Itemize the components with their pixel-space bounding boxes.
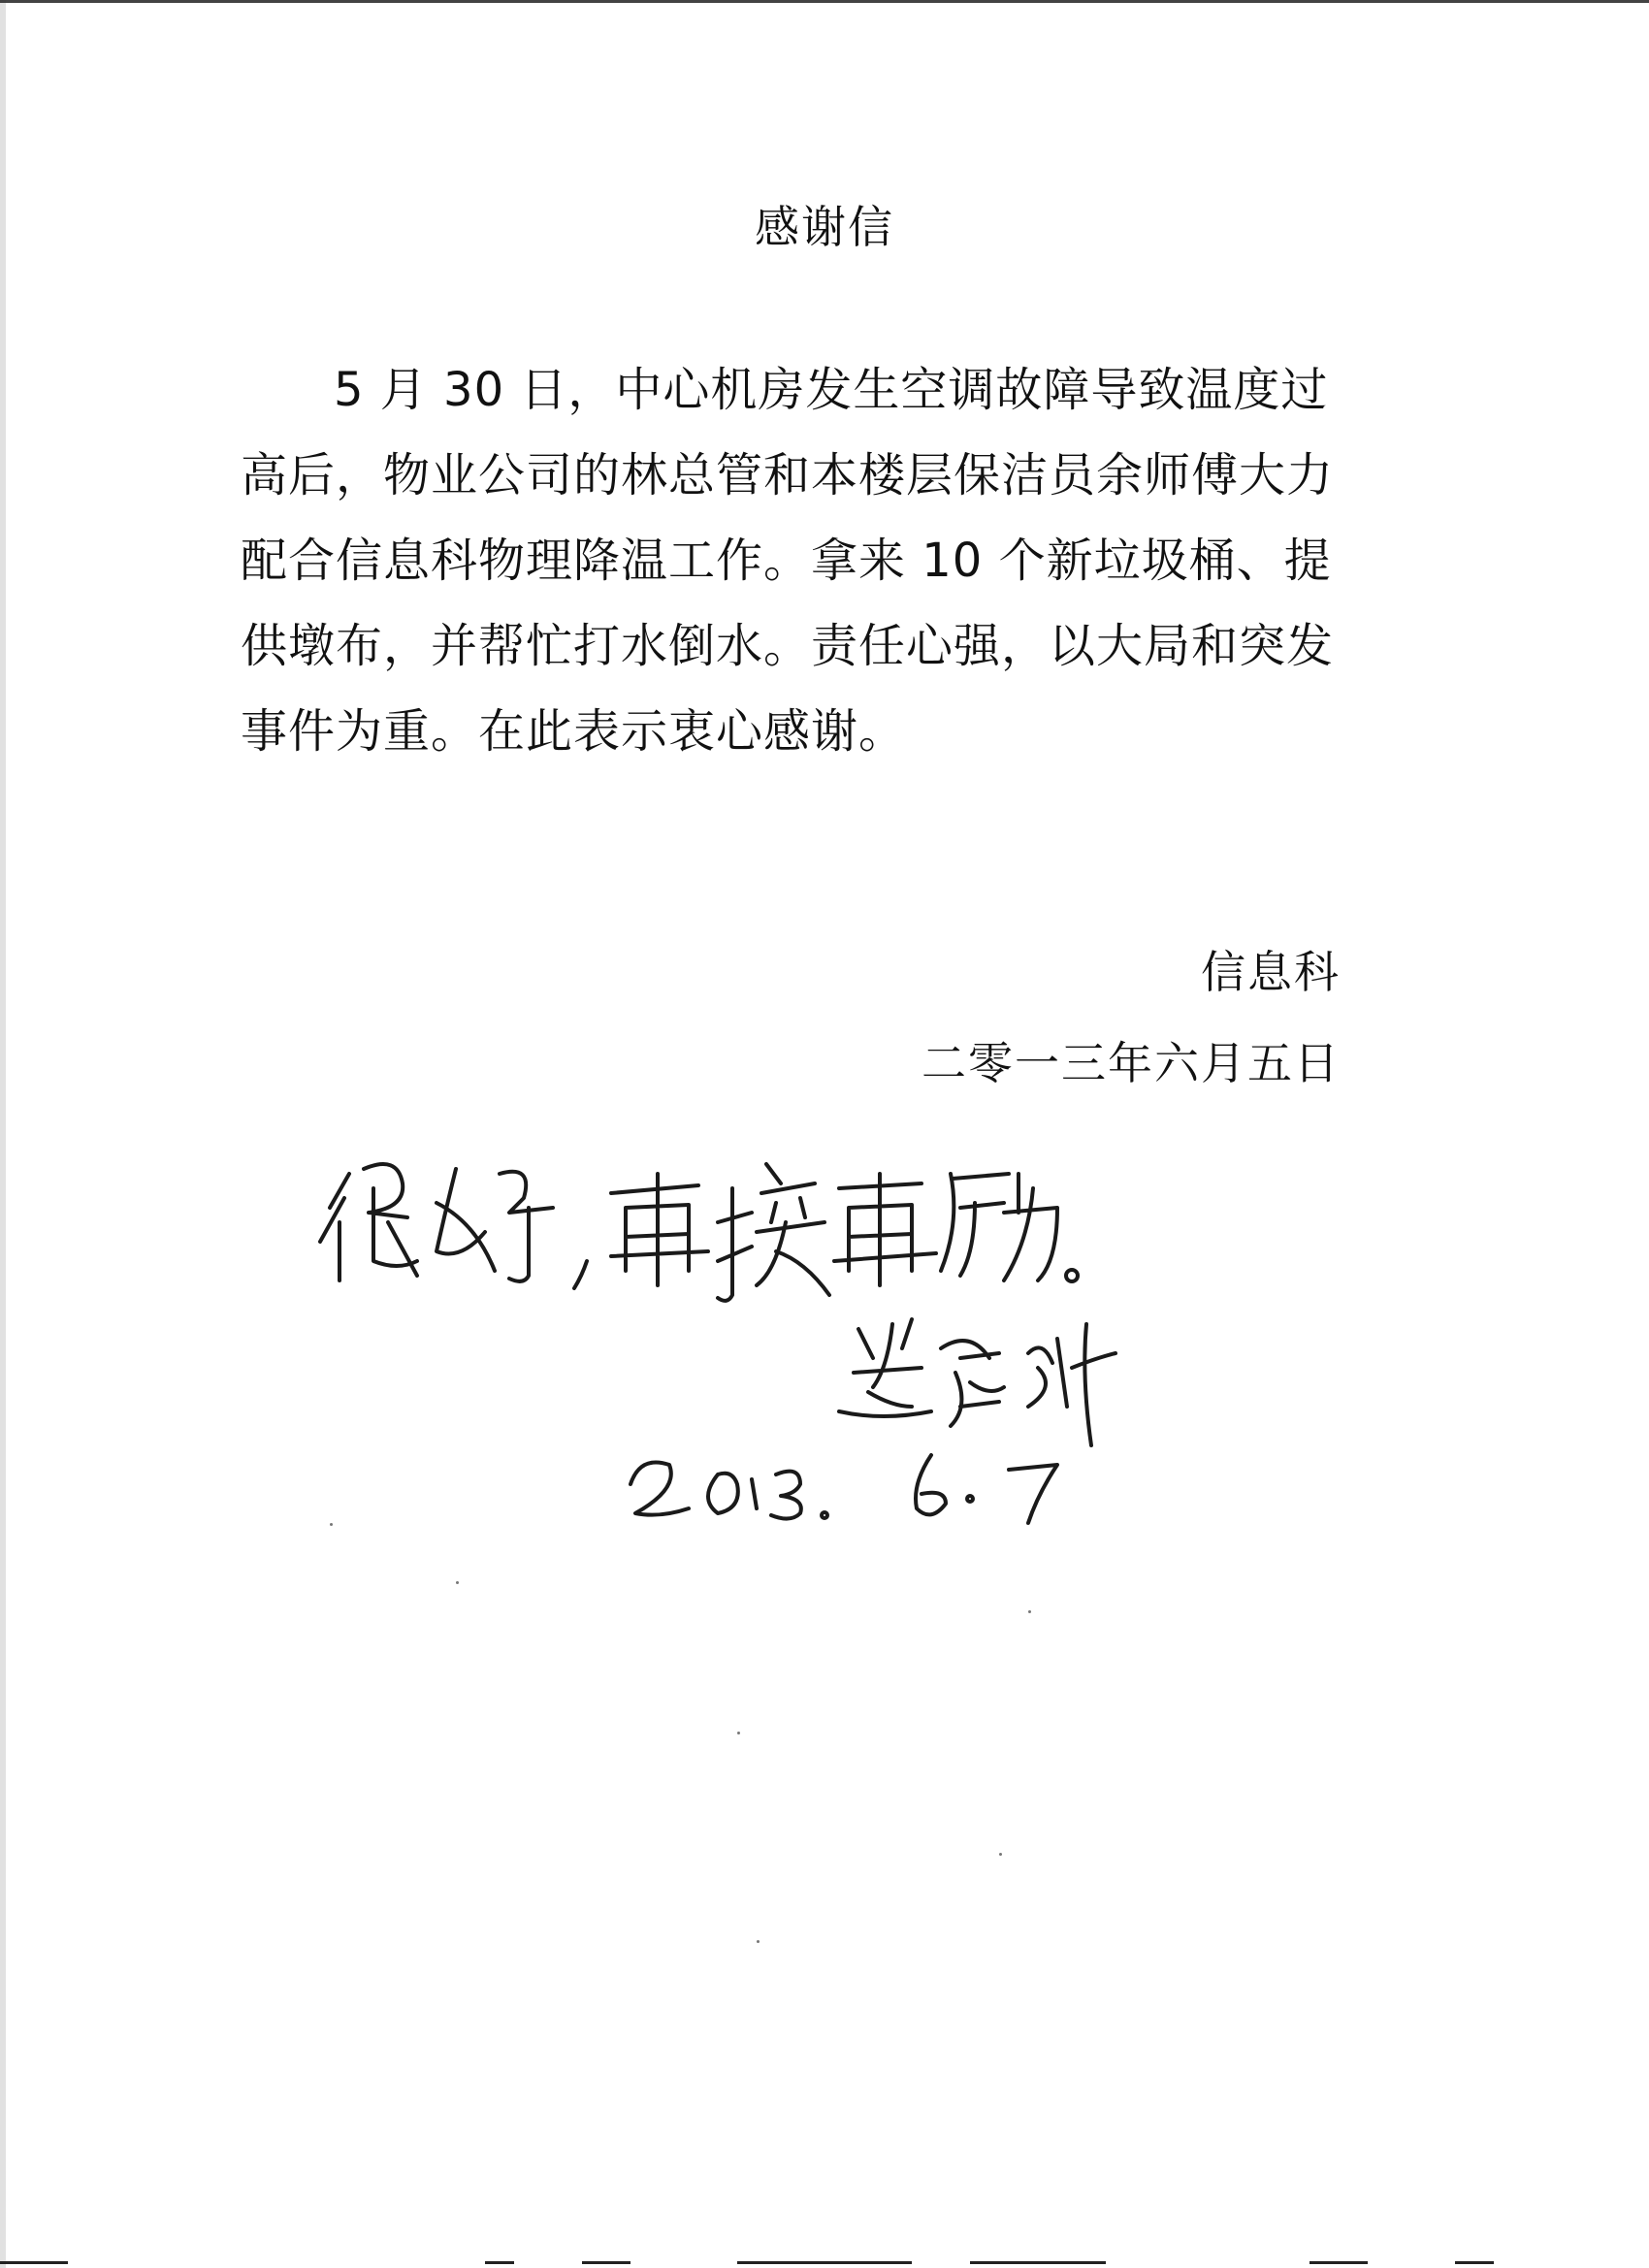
scan-edge-top: [0, 0, 1649, 8]
scan-speck: [737, 1732, 740, 1734]
scan-speck: [330, 1523, 333, 1526]
document-title: 感谢信: [755, 201, 894, 253]
scan-speck: [1028, 1610, 1031, 1613]
handwritten-signature: [839, 1319, 1116, 1445]
scan-speck: [757, 1940, 760, 1943]
scan-speck: [456, 1581, 459, 1584]
handwriting-svg: [291, 1116, 1358, 1523]
scan-speck: [999, 1853, 1002, 1856]
handwritten-date: [630, 1455, 1057, 1523]
signoff-date: 二零一三年六月五日: [922, 1037, 1341, 1089]
signoff-department: 信息科: [1201, 946, 1341, 998]
letter-body: 5 月 30 日，中心机房发生空调故障导致温度过高后，物业公司的林总管和本楼层保洁员余师傅大力配合信息科物理降温工作。拿来 10 个新垃圾桶、提供墩布，并帮忙打水倒水。责任心强，以大局和突发事件为重。在此表示衷心感谢。: [241, 363, 1335, 759]
handwritten-annotation: [291, 1116, 1358, 1523]
scan-edge-left: [0, 0, 6, 2268]
handwritten-comment: [320, 1164, 1078, 1301]
scan-edge-bottom: [0, 2258, 1649, 2268]
